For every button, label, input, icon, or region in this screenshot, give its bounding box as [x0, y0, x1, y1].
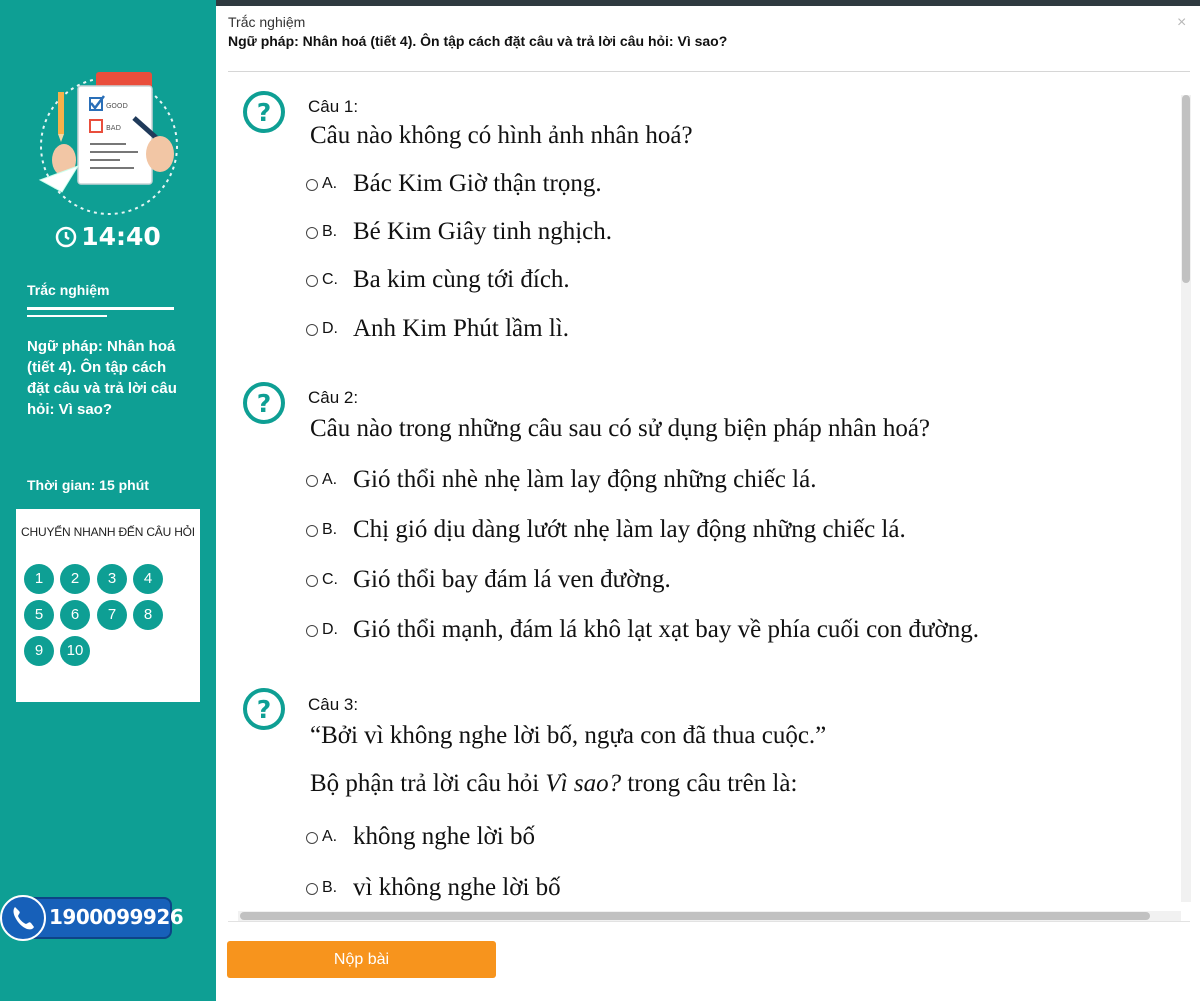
question-text: Câu nào không có hình ảnh nhân hoá?: [310, 122, 693, 149]
radio-button[interactable]: [306, 625, 318, 637]
option-letter: C.: [322, 271, 338, 288]
divider: [27, 307, 174, 310]
option-letter: A.: [322, 471, 338, 488]
divider: [27, 315, 107, 317]
option-text: Bác Kim Giờ thận trọng.: [353, 170, 602, 197]
question-text: “Bởi vì không nghe lời bố, ngựa con đã thua cuộc.”: [310, 722, 827, 749]
submit-button[interactable]: Nộp bài: [227, 941, 496, 978]
jump-button-4[interactable]: 4: [133, 564, 163, 594]
jump-button-6[interactable]: 6: [60, 600, 90, 630]
radio-button[interactable]: [306, 227, 318, 239]
option-letter: B.: [322, 223, 338, 240]
jump-button-5[interactable]: 5: [24, 600, 54, 630]
question-mark-icon: [242, 90, 286, 134]
hotline-badge[interactable]: [0, 894, 184, 942]
option-text: Chị gió dịu dàng lướt nhẹ làm lay động những chiếc lá.: [353, 516, 906, 543]
question-label: Câu 1:: [308, 97, 359, 116]
radio-button[interactable]: [306, 475, 318, 487]
radio-button[interactable]: [306, 832, 318, 844]
option-text: Ba kim cùng tới đích.: [353, 266, 570, 293]
sidebar-duration: Thời gian: 15 phút: [27, 477, 149, 493]
svg-text:BAD: BAD: [106, 124, 121, 132]
question-label: Câu 3:: [308, 695, 359, 714]
radio-button[interactable]: [306, 525, 318, 537]
horizontal-scrollbar-thumb[interactable]: [240, 912, 1150, 920]
option-text: Bé Kim Giây tinh nghịch.: [353, 218, 612, 245]
sidebar-lesson-title: Ngữ pháp: Nhân hoá (tiết 4). Ôn tập cách đặt câu và trả lời câu hỏi: Vì sao?: [27, 338, 177, 418]
jump-button-2[interactable]: 2: [60, 564, 90, 594]
option-text: Gió thổi mạnh, đám lá khô lạt xạt bay về phía cuối con đường.: [353, 616, 979, 643]
radio-button[interactable]: [306, 575, 318, 587]
radio-button[interactable]: [306, 324, 318, 336]
vertical-scrollbar-thumb[interactable]: [1182, 95, 1190, 283]
radio-button[interactable]: [306, 275, 318, 287]
question-subtext: [310, 770, 797, 798]
close-icon[interactable]: ×: [1177, 14, 1187, 31]
subtext-italic: Vì sao?: [545, 770, 622, 797]
svg-text:GOOD: GOOD: [106, 102, 128, 110]
question-jump-panel: [16, 509, 200, 702]
svg-text:?: ?: [256, 695, 272, 724]
quiz-checklist-illustration: [34, 68, 184, 218]
option-letter: A.: [322, 828, 338, 845]
page-title: Ngữ pháp: Nhân hoá (tiết 4). Ôn tập cách đặt câu và trả lời câu hỏi: Vì sao?: [228, 33, 728, 49]
option-letter: B.: [322, 879, 338, 896]
phone-icon: [2, 897, 44, 939]
question-list: [228, 72, 1180, 912]
jump-button-7[interactable]: 7: [97, 600, 127, 630]
radio-button[interactable]: [306, 883, 318, 895]
subtext-part: Bộ phận trả lời câu hỏi: [310, 770, 546, 797]
subtext-part: trong câu trên là:: [621, 770, 798, 797]
question-mark-icon: [242, 381, 286, 425]
hotline-icon-circle: [0, 895, 46, 941]
timer-value: 14:40: [81, 222, 161, 251]
option-letter: C.: [322, 571, 338, 588]
option-text: Gió thổi nhè nhẹ làm lay động những chiếc lá.: [353, 466, 817, 493]
question-label: Câu 2:: [308, 388, 359, 407]
jump-button-9[interactable]: 9: [24, 636, 54, 666]
question-text: Câu nào trong những câu sau có sử dụng biện pháp nhân hoá?: [310, 415, 931, 442]
option-letter: B.: [322, 521, 338, 538]
countdown-timer: [0, 222, 216, 251]
option-letter: D.: [322, 320, 338, 337]
jump-button-10[interactable]: 10: [60, 636, 90, 666]
header-category: Trắc nghiệm: [228, 14, 306, 30]
svg-text:?: ?: [256, 389, 272, 418]
option-text: không nghe lời bố: [353, 823, 535, 850]
option-text: Gió thổi bay đám lá ven đường.: [353, 566, 671, 593]
svg-text:?: ?: [256, 98, 272, 127]
jump-button-8[interactable]: 8: [133, 600, 163, 630]
sidebar-category: Trắc nghiệm: [27, 282, 110, 298]
jump-button-3[interactable]: 3: [97, 564, 127, 594]
option-letter: D.: [322, 621, 338, 638]
question-jump-title: CHUYỂN NHANH ĐẾN CÂU HỎI: [21, 525, 195, 539]
hotline-number: 1900099926: [49, 905, 184, 929]
option-text: Anh Kim Phút lầm lì.: [353, 315, 569, 342]
option-text: vì không nghe lời bố: [353, 874, 561, 901]
option-letter: A.: [322, 175, 338, 192]
clock-icon: [55, 226, 77, 248]
question-mark-icon: [242, 687, 286, 731]
sidebar: [0, 0, 216, 1001]
radio-button[interactable]: [306, 179, 318, 191]
jump-button-1[interactable]: 1: [24, 564, 54, 594]
divider: [228, 921, 1190, 922]
